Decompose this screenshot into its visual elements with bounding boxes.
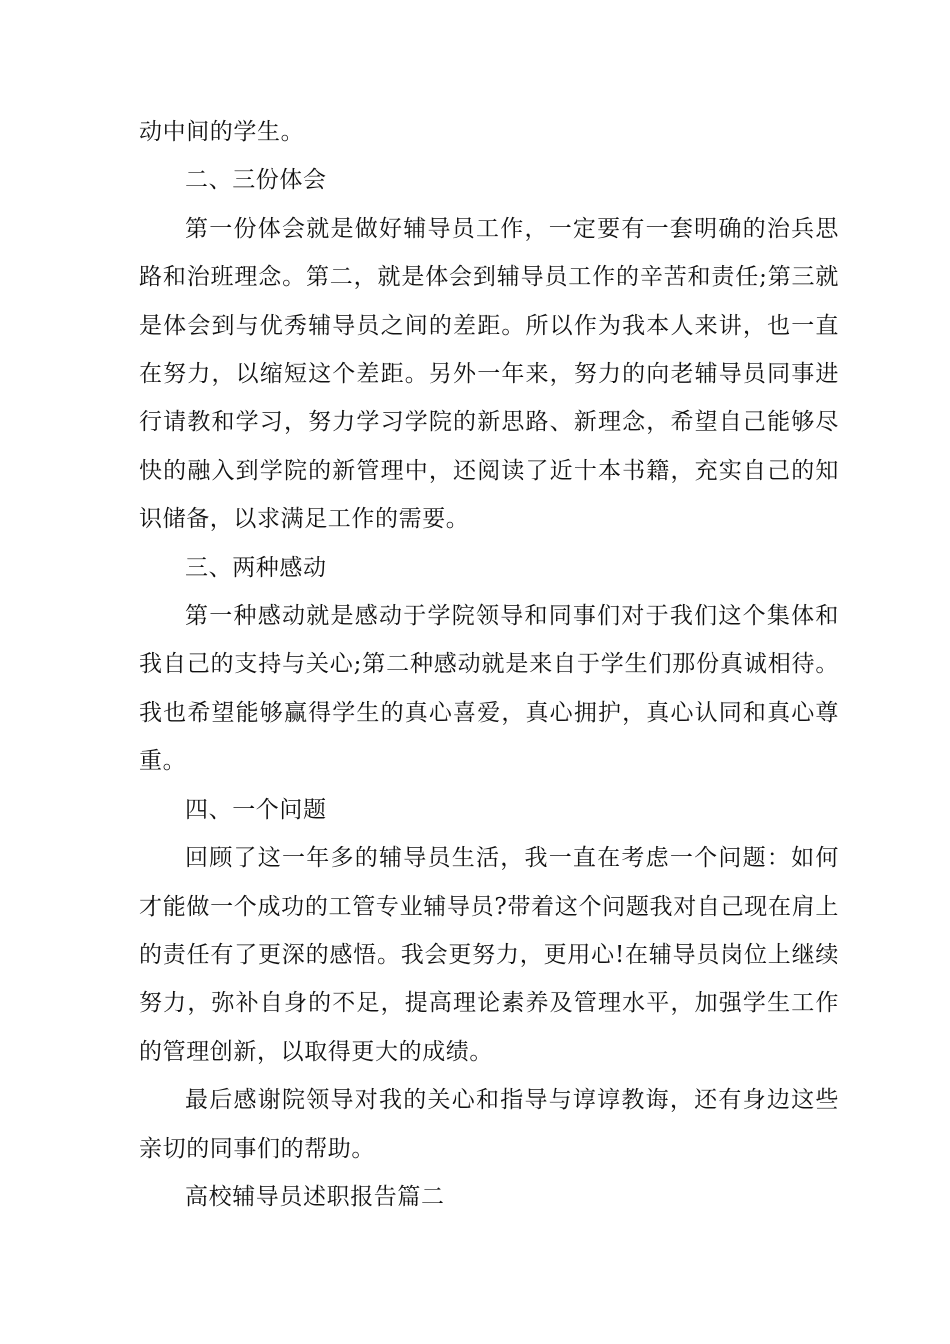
paragraph-continuation: 动中间的学生。 [139, 119, 305, 145]
paragraph-thanks: 最后感谢院领导对我的关心和指导与谆谆教诲，还有身边这些亲切的同事们的帮助。 [139, 1087, 839, 1162]
document-body [139, 108, 839, 1221]
paragraph-touches: 第一种感动就是感动于学院领导和同事们对于我们这个集体和我自己的支持与关心;第二种感动就是来自于学生们那份真诚相待。我也希望能够赢得学生的真心喜爱，真心拥护，真心认同和真心尊重。 [139, 603, 839, 775]
next-report-title: 高校辅导员述职报告篇二 [185, 1183, 445, 1210]
section-heading-two-touches: 三、两种感动 [185, 554, 327, 581]
paragraph-insights: 第一份体会就是做好辅导员工作，一定要有一套明确的治兵思路和治班理念。第二，就是体会到辅导员工作的辛苦和责任;第三就是体会到与优秀辅导员之间的差距。所以作为我本人来讲，也一直在努力，以缩短这个差距。另外一年来，努力的向老辅导员同事进行请教和学习，努力学习学院的新思路、新理念，希望自己能够尽快的融入到学院的新管理中，还阅读了近十本书籍，充实自己的知识储备，以求满足工作的需要。 [139, 215, 839, 533]
section-heading-one-question: 四、一个问题 [185, 796, 327, 823]
paragraph-question: 回顾了这一年多的辅导员生活，我一直在考虑一个问题：如何才能做一个成功的工管专业辅导员?带着这个问题我对自己现在肩上的责任有了更深的感悟。我会更努力，更用心!在辅导员岗位上继续努力，弥补自身的不足，提高理论素养及管理水平，加强学生工作的管理创新，以取得更大的成绩。 [139, 845, 839, 1065]
section-heading-three-insights: 二、三份体会 [185, 167, 327, 194]
